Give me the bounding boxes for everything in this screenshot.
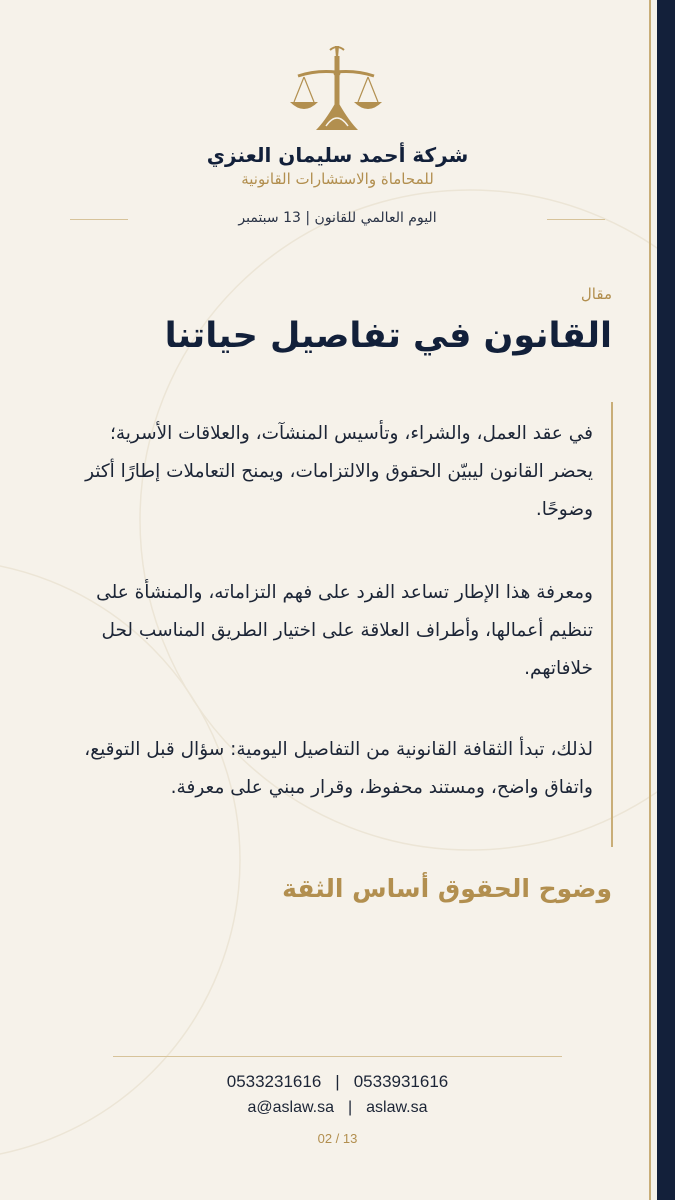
article-title: القانون في تفاصيل حياتنا [164,316,612,356]
separator: | [335,1072,340,1091]
email-link[interactable]: a@aslaw.sa [247,1099,334,1116]
occasion-line: اليوم العالمي للقانون | 13 سبتمبر [238,210,437,226]
web-contacts [0,1099,675,1117]
footer-divider [113,1056,562,1057]
separator: | [347,1099,353,1116]
article-paragraph: لذلك، تبدأ الثقافة القانونية من التفاصيل اليومية: سؤال قبل التوقيع، واتفاق واضح، ومستند محفوظ، وقرار مبني على معرفة. [84,739,593,798]
phone-number[interactable]: 0533931616 [353,1072,449,1091]
company-name: شركة أحمد سليمان العنزي [206,143,469,167]
company-tagline: للمحاماة والاستشارات القانونية [241,170,434,188]
article-category: مقال [580,285,612,303]
article-paragraph: في عقد العمل، والشراء، وتأسيس المنشآت، والعلاقات الأسرية؛ يحضر القانون ليبيّن الحقوق والالتزامات، ويمنح التعاملات إطارًا أكثر وضوحًا. [85,423,593,520]
phone-number[interactable]: 0533231616 [226,1072,322,1091]
closing-statement: وضوح الحقوق أساس الثقة [282,874,612,903]
phone-numbers [0,1072,675,1092]
article-side-bar [611,402,613,847]
page-number: 02 / 13 [317,1131,358,1146]
article-paragraph: ومعرفة هذا الإطار تساعد الفرد على فهم التزاماته، والمنشأة على تنظيم أعمالها، وأطراف العلاقة على اختيار الطريق المناسب لحل خلافاتهم. [96,582,593,679]
website-link[interactable]: aslaw.sa [366,1099,428,1116]
scales-of-justice-icon [286,40,386,136]
